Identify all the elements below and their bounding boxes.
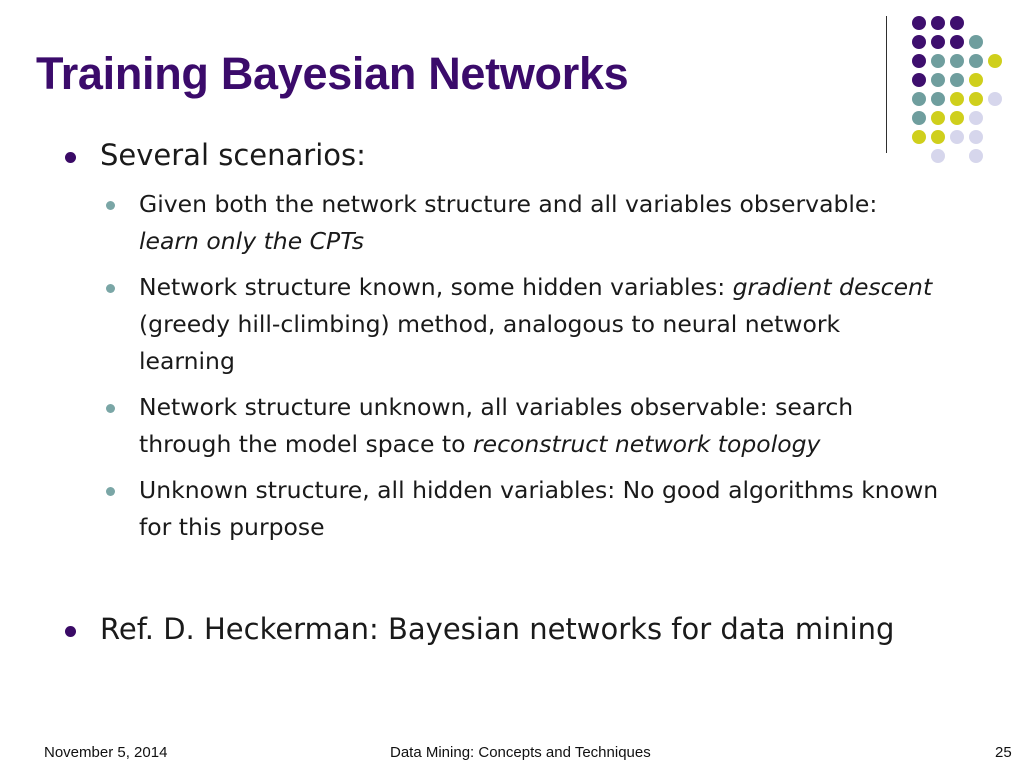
sub-bullet-text	[139, 269, 939, 380]
page-number: 25	[995, 744, 1012, 761]
decor-dot	[950, 16, 964, 30]
decor-dot	[912, 111, 926, 125]
sub-bullet-emphasis: gradient descent	[732, 273, 933, 301]
decor-dot	[931, 16, 945, 30]
sub-bullet-emphasis: learn only the CPTs	[139, 227, 365, 255]
sub-bullet-marker	[106, 404, 115, 413]
decor-dot	[950, 73, 964, 87]
decor-dot	[912, 54, 926, 68]
decor-dot	[950, 92, 964, 106]
decor-dot	[931, 54, 945, 68]
decor-dot	[931, 73, 945, 87]
decor-dot	[969, 73, 983, 87]
decor-dot	[969, 54, 983, 68]
sub-bullet-marker	[106, 201, 115, 210]
decor-dot	[950, 111, 964, 125]
sub-bullet-marker	[106, 284, 115, 293]
bullet-text: Ref. D. Heckerman: Bayesian networks for data mining	[100, 612, 895, 646]
decor-dot	[969, 149, 983, 163]
sub-bullet-marker	[106, 487, 115, 496]
decor-dot	[931, 92, 945, 106]
decor-dot	[912, 130, 926, 144]
decor-dot	[931, 149, 945, 163]
decor-dot	[988, 54, 1002, 68]
sub-bullet-text-part: (greedy hill-climbing) method, analogous to neural network learning	[139, 310, 841, 375]
sub-bullet-emphasis: reconstruct network topology	[472, 430, 821, 458]
bullet-text: Several scenarios:	[100, 138, 366, 172]
sub-bullet-text	[139, 472, 939, 546]
decor-dot	[912, 16, 926, 30]
footer-title: Data Mining: Concepts and Techniques	[390, 744, 651, 761]
decor-dot	[950, 130, 964, 144]
slide-title: Training Bayesian Networks	[36, 48, 629, 99]
sub-bullet-text-part: Unknown structure, all hidden variables: No good algorithms known for this purpose	[139, 476, 939, 541]
sub-bullet-text	[139, 186, 939, 260]
decor-dot	[950, 35, 964, 49]
decor-dot	[950, 54, 964, 68]
decor-dot	[969, 35, 983, 49]
decor-dot	[912, 73, 926, 87]
bullet-marker	[65, 152, 76, 163]
decor-dot	[969, 111, 983, 125]
decor-dot	[931, 35, 945, 49]
footer-date: November 5, 2014	[44, 744, 168, 761]
decor-dot	[912, 92, 926, 106]
decor-dot	[912, 35, 926, 49]
decor-dot	[969, 130, 983, 144]
decor-dot	[969, 92, 983, 106]
decor-dot	[931, 111, 945, 125]
decor-dot	[988, 92, 1002, 106]
sub-bullet-text-part: Network structure known, some hidden variables:	[139, 273, 733, 301]
sub-bullet-text	[139, 389, 939, 463]
bullet-marker	[65, 626, 76, 637]
sub-bullet-text-part: Network structure unknown, all variables observable: search through the model space to	[139, 393, 854, 458]
decor-dot	[931, 130, 945, 144]
sub-bullet-text-part: Given both the network structure and all variables observable:	[139, 190, 878, 218]
